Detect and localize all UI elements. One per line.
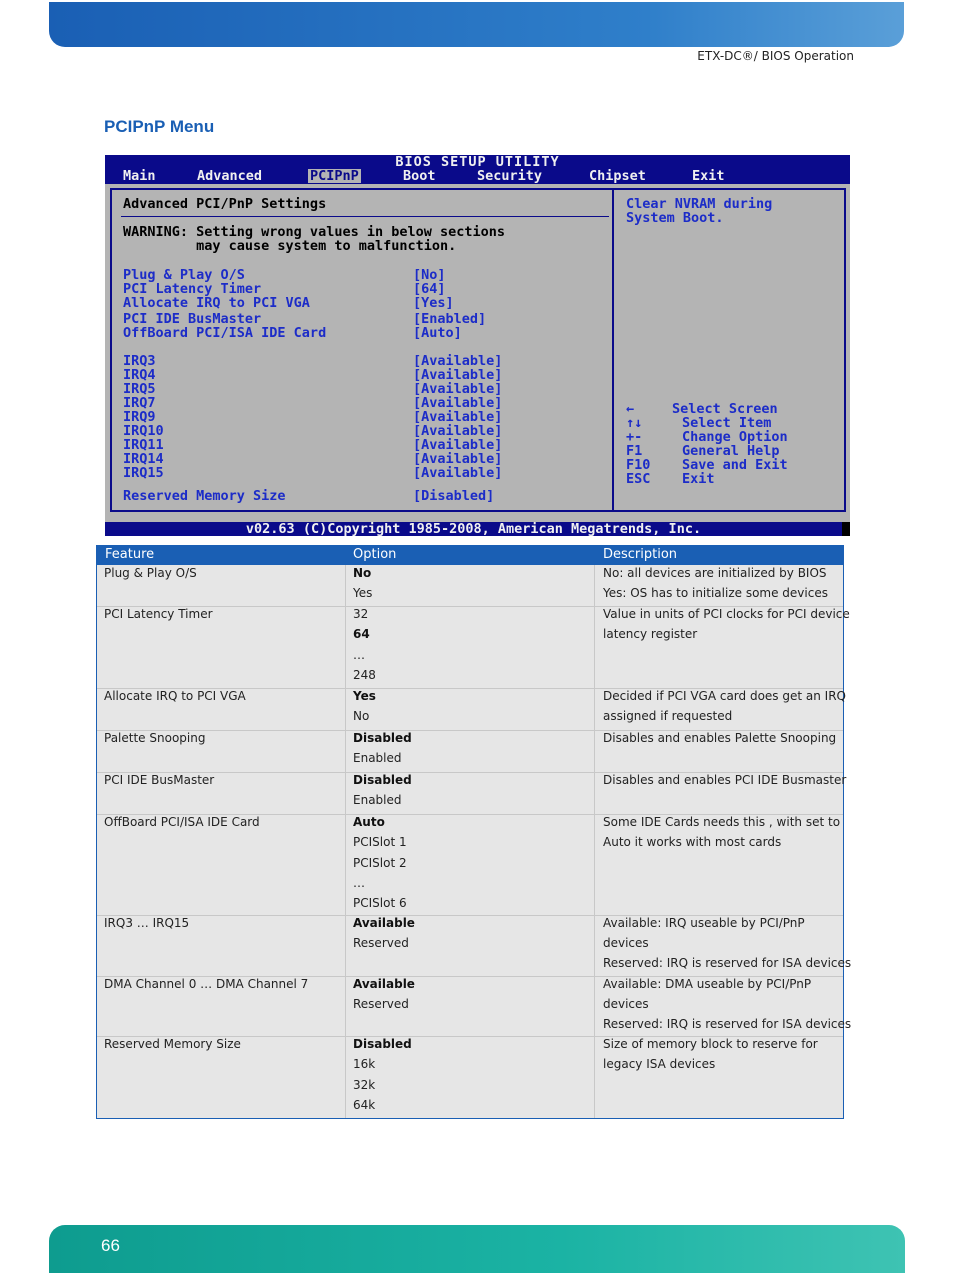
option-value: 32k: [353, 1077, 376, 1092]
bios-irq-value[interactable]: [Available]: [413, 353, 503, 369]
option-value: Enabled: [353, 793, 402, 808]
bios-irq-name[interactable]: IRQ7: [123, 395, 156, 411]
header-band: [49, 2, 904, 47]
option-default: Available: [353, 916, 415, 930]
bios-setting-name[interactable]: PCI IDE BusMaster: [123, 311, 262, 327]
bios-irq-name[interactable]: IRQ9: [123, 409, 156, 425]
bios-setting-name[interactable]: OffBoard PCI/ISA IDE Card: [123, 325, 327, 341]
section-title: PCIPnP Menu: [104, 117, 215, 136]
bios-key: ←: [626, 401, 635, 417]
bios-setting-value[interactable]: [Auto]: [413, 325, 462, 341]
feature-cell: IRQ3 … IRQ15: [104, 916, 190, 930]
description-line: Reserved: IRQ is reserved for ISA devices: [603, 1016, 852, 1031]
bios-warning-line-2: may cause system to malfunction.: [123, 238, 457, 254]
feature-cell: Reserved Memory Size: [104, 1037, 241, 1051]
bios-key-action: Save and Exit: [682, 457, 788, 473]
feature-cell: Palette Snooping: [104, 731, 206, 745]
running-title: ETX-DC®/ BIOS Operation: [697, 49, 854, 63]
description-line: Disables and enables PCI IDE Busmaster: [603, 773, 847, 787]
bios-key-action: Select Screen: [672, 401, 778, 417]
feature-cell: DMA Channel 0 … DMA Channel 7: [104, 977, 309, 991]
option-value: PCISlot 1: [353, 835, 407, 850]
description-line: No: all devices are initialized by BIOS: [603, 566, 827, 580]
option-default: No: [353, 566, 372, 580]
column-header-description: Description: [603, 547, 678, 562]
bios-tab-boot[interactable]: Boot: [403, 168, 436, 184]
bios-help-line-2: System Boot.: [626, 210, 724, 226]
option-value: PCISlot 2: [353, 855, 407, 870]
bios-key: F1: [626, 443, 643, 459]
bios-setting-value[interactable]: [Enabled]: [413, 311, 487, 327]
bios-irq-name[interactable]: IRQ4: [123, 367, 156, 383]
bios-irq-name[interactable]: IRQ3: [123, 353, 156, 369]
option-value: 64k: [353, 1097, 376, 1112]
option-value: 16k: [353, 1057, 376, 1072]
column-header-option: Option: [353, 547, 397, 562]
bios-irq-value[interactable]: [Available]: [413, 409, 503, 425]
description-line: latency register: [603, 626, 698, 641]
bios-reserved-value[interactable]: [Disabled]: [413, 488, 495, 504]
description-line: Disables and enables Palette Snooping: [603, 731, 837, 745]
bios-irq-name[interactable]: IRQ11: [123, 437, 164, 453]
bios-key: ↑↓: [626, 415, 643, 431]
option-default: Disabled: [353, 773, 412, 787]
description-line: Size of memory block to reserve for: [603, 1037, 818, 1051]
option-value: …: [353, 875, 365, 890]
description-line: Available: DMA useable by PCI/PnP: [603, 977, 812, 991]
feature-cell: Allocate IRQ to PCI VGA: [104, 689, 246, 703]
page-number: 66: [101, 1236, 120, 1255]
bios-tab-main[interactable]: Main: [123, 168, 156, 184]
bios-setting-name[interactable]: PCI Latency Timer: [123, 281, 262, 297]
description-line: Some IDE Cards needs this , with set to: [603, 815, 841, 829]
bios-panel-divider: [612, 188, 614, 512]
bios-heading-rule: [121, 216, 609, 217]
description-line: Auto it works with most cards: [603, 834, 782, 849]
bios-corner-block: [842, 522, 850, 536]
feature-cell: PCI Latency Timer: [104, 607, 213, 621]
option-value: Reserved: [353, 936, 409, 951]
bios-irq-name[interactable]: IRQ14: [123, 451, 164, 467]
bios-tab-pcipnp[interactable]: PCIPnP: [310, 168, 359, 184]
bios-tab-security[interactable]: Security: [477, 168, 543, 184]
option-default: 64: [353, 627, 370, 642]
bios-irq-value[interactable]: [Available]: [413, 381, 503, 397]
bios-irq-value[interactable]: [Available]: [413, 367, 503, 383]
bios-help-line-1: Clear NVRAM during: [626, 196, 773, 212]
bios-tab-exit[interactable]: Exit: [692, 168, 725, 184]
description-line: Value in units of PCI clocks for PCI device: [603, 607, 850, 621]
bios-irq-value[interactable]: [Available]: [413, 423, 503, 439]
option-value: …: [353, 647, 365, 662]
bios-screenshot: [105, 155, 850, 536]
bios-key: +-: [626, 429, 643, 445]
bios-setting-value[interactable]: [64]: [413, 281, 446, 297]
description-line: Available: IRQ useable by PCI/PnP: [603, 916, 805, 930]
feature-cell: Plug & Play O/S: [104, 566, 197, 580]
description-line: devices: [603, 996, 649, 1011]
bios-key: F10: [626, 457, 651, 473]
bios-copyright-bar: v02.63 (C)Copyright 1985-2008, American Megatrends, Inc.: [105, 522, 842, 536]
option-value: Yes: [353, 586, 373, 601]
feature-cell: PCI IDE BusMaster: [104, 773, 215, 787]
bios-key-action: Change Option: [682, 429, 788, 445]
option-value: PCISlot 6: [353, 896, 407, 911]
option-value: No: [353, 709, 370, 724]
bios-key: ESC: [626, 471, 651, 487]
bios-key-action: Exit: [682, 471, 715, 487]
option-value: Reserved: [353, 997, 409, 1012]
bios-irq-value[interactable]: [Available]: [413, 395, 503, 411]
description-line: assigned if requested: [603, 708, 733, 723]
bios-tab-chipset[interactable]: Chipset: [589, 168, 646, 184]
bios-title: BIOS SETUP UTILITY: [395, 155, 560, 170]
bios-warning-line-1: WARNING: Setting wrong values in below sections: [123, 224, 506, 240]
bios-setting-name[interactable]: Plug & Play O/S: [123, 267, 245, 283]
bios-irq-value[interactable]: [Available]: [413, 451, 503, 467]
bios-tab-advanced[interactable]: Advanced: [197, 168, 263, 184]
bios-setting-name[interactable]: Allocate IRQ to PCI VGA: [123, 295, 310, 311]
bios-panel-heading: Advanced PCI/PnP Settings: [123, 196, 327, 212]
option-default: Available: [353, 977, 415, 991]
bios-irq-name[interactable]: IRQ5: [123, 381, 156, 397]
bios-setting-value[interactable]: [No]: [413, 267, 446, 283]
footer-band: [49, 1225, 905, 1273]
bios-menu-bar: [105, 155, 850, 184]
bios-irq-name[interactable]: IRQ15: [123, 465, 164, 481]
option-value: Enabled: [353, 751, 402, 766]
bios-irq-value[interactable]: [Available]: [413, 437, 503, 453]
bios-irq-name[interactable]: IRQ10: [123, 423, 164, 439]
description-line: Reserved: IRQ is reserved for ISA devices: [603, 955, 852, 970]
option-value: 32: [353, 607, 369, 621]
bios-setting-value[interactable]: [Yes]: [413, 295, 454, 311]
bios-key-action: Select Item: [682, 415, 772, 431]
description-line: Yes: OS has to initialize some devices: [603, 585, 828, 600]
bios-irq-value[interactable]: [Available]: [413, 465, 503, 481]
feature-cell: OffBoard PCI/ISA IDE Card: [104, 815, 260, 829]
description-line: devices: [603, 935, 649, 950]
option-default: Auto: [353, 815, 385, 829]
option-value: 248: [353, 667, 376, 682]
option-default: Disabled: [353, 731, 412, 745]
option-default: Disabled: [353, 1037, 412, 1051]
bios-tab-row: [105, 169, 850, 183]
description-line: Decided if PCI VGA card does get an IRQ: [603, 689, 846, 703]
table-header: [96, 545, 844, 565]
bios-key-action: General Help: [682, 443, 780, 459]
bios-reserved-name[interactable]: Reserved Memory Size: [123, 488, 286, 504]
column-header-feature: Feature: [105, 547, 155, 562]
option-default: Yes: [353, 689, 376, 703]
description-line: legacy ISA devices: [603, 1056, 716, 1071]
